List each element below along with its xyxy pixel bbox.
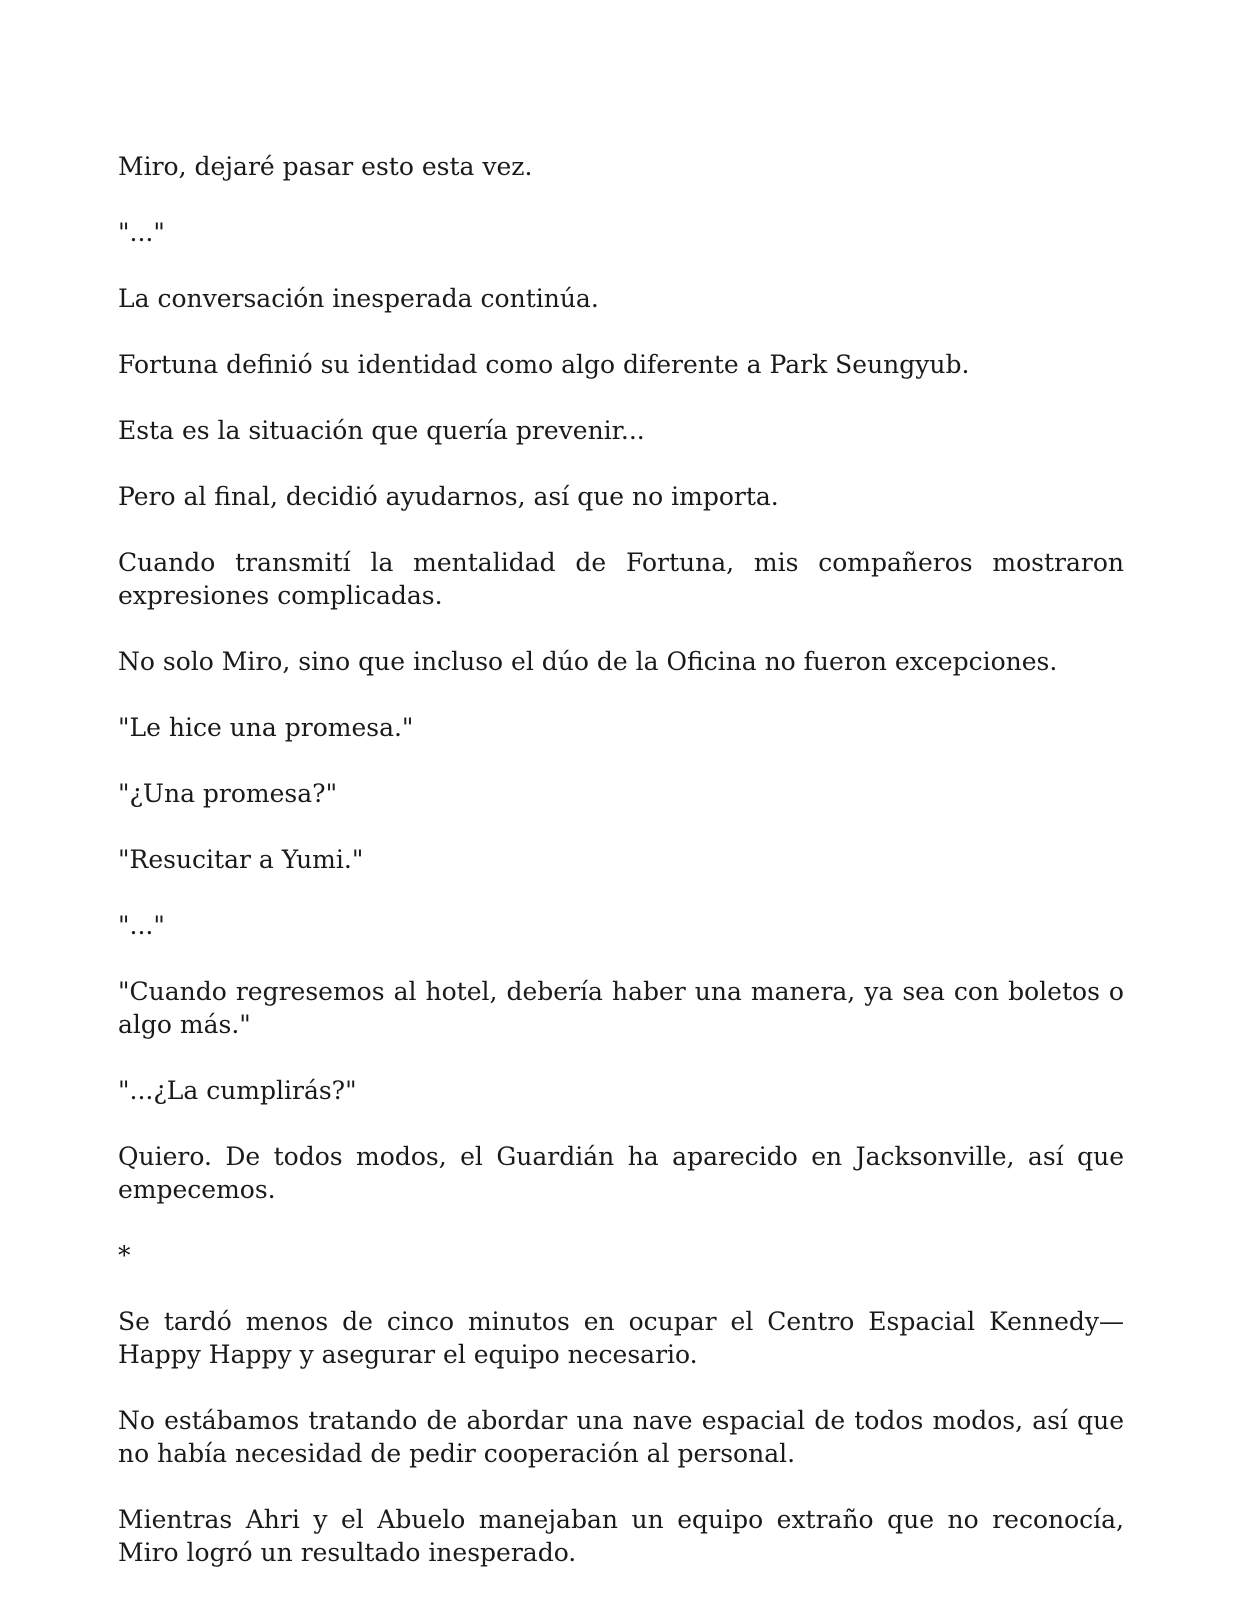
paragraph: "Cuando regresemos al hotel, debería haber una manera, ya sea con boletos o algo más.": [118, 977, 1124, 1039]
document-body: [118, 150, 1124, 1602]
paragraph: "Resucitar a Yumi.": [118, 845, 364, 874]
paragraph: Pero al final, decidió ayudarnos, así que no importa.: [118, 482, 779, 511]
paragraph: Quiero. De todos modos, el Guardián ha aparecido en Jacksonville, así que empecemos.: [118, 1142, 1124, 1204]
paragraph: "...¿La cumplirás?": [118, 1076, 357, 1105]
paragraph: Cuando transmití la mentalidad de Fortuna, mis compañeros mostraron expresiones complicadas.: [118, 548, 1124, 610]
paragraph: Mientras Ahri y el Abuelo manejaban un equipo extraño que no reconocía, Miro logró un resultado inesperado.: [118, 1505, 1124, 1567]
paragraph: "...": [118, 218, 165, 247]
paragraph: La conversación inesperada continúa.: [118, 284, 599, 313]
paragraph: "...": [118, 911, 165, 940]
paragraph: Fortuna definió su identidad como algo diferente a Park Seungyub.: [118, 350, 970, 379]
paragraph: No estábamos tratando de abordar una nave espacial de todos modos, así que no había necesidad de pedir cooperación al personal.: [118, 1406, 1124, 1468]
paragraph: "¿Una promesa?": [118, 779, 338, 808]
paragraph: Miro, dejaré pasar esto esta vez.: [118, 152, 533, 181]
paragraph: Se tardó menos de cinco minutos en ocupar el Centro Espacial Kennedy—Happy Happy y asegurar el equipo necesario.: [118, 1307, 1124, 1369]
paragraph: No solo Miro, sino que incluso el dúo de la Oficina no fueron excepciones.: [118, 647, 1058, 676]
paragraph: "Le hice una promesa.": [118, 713, 414, 742]
paragraph: Esta es la situación que quería prevenir...: [118, 416, 645, 445]
scene-break: *: [118, 1241, 131, 1270]
